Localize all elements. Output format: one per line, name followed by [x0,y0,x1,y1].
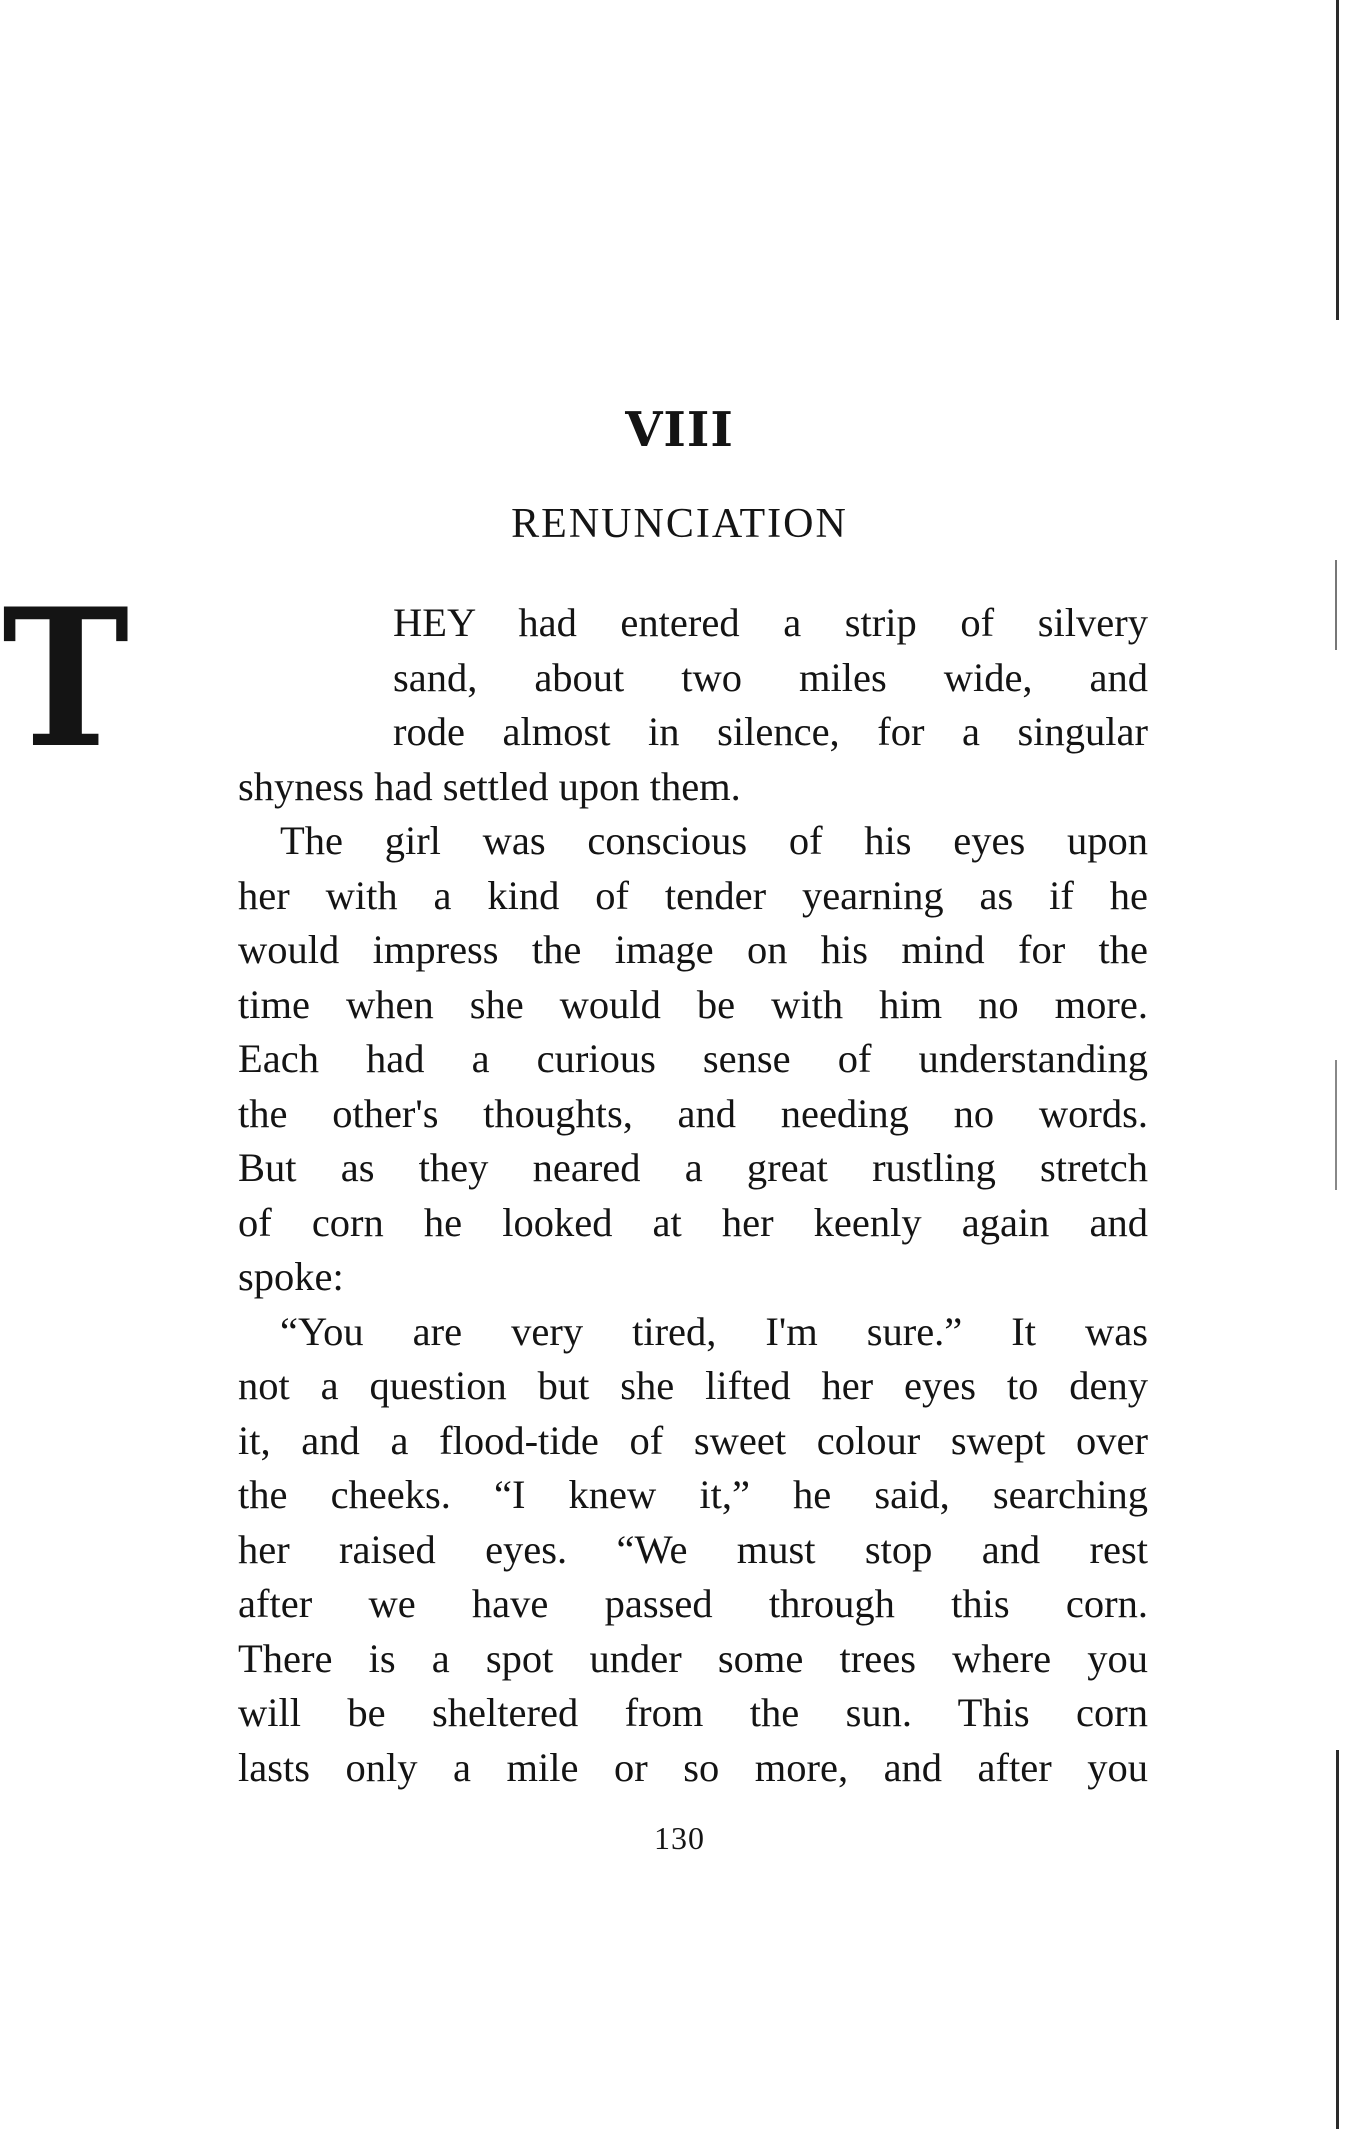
text-line: time when she would be with him no more. [238,981,1148,1027]
scan-edge-line-lower [1335,1060,1337,1190]
text-line: will be sheltered from the sun. This corn [238,1690,1148,1735]
text-line: Each had a curious sense of understanding [238,1036,1148,1081]
text-line: lasts only a mile or so more, and after you [238,1744,1148,1790]
text-line: after we have passed through this corn. [238,1581,1148,1626]
text-line: There is a spot under some trees where you [238,1635,1148,1681]
page-number: 130 [654,1820,705,1856]
text-line: her with a kind of tender yearning as if he [238,872,1148,918]
text-line: the cheeks. “I knew it,” he said, searching [238,1472,1148,1517]
body-text [238,760,1148,1796]
text-line: her raised eyes. “We must stop and rest [238,1526,1148,1572]
text-line: But as they neared a great rustling stretch [238,1145,1148,1190]
paragraph-start-line: The girl was conscious of his eyes upon [280,818,1148,863]
text-line: would impress the image on his mind for the [238,927,1148,972]
text-line: the other's thoughts, and needing no words. [238,1090,1148,1136]
text-line: it, and a flood-tide of sweet colour swept over [238,1417,1148,1463]
drop-cap: T [2,567,130,790]
chapter-title: RENUNCIATION [511,501,848,547]
text-line: shyness had settled upon them. [238,763,741,809]
text-line: HEY had entered a strip of silvery [393,600,1148,645]
drop-cap-lines [393,596,1148,760]
scan-edge-line-bottom [1336,1750,1339,2129]
text-line: not a question but she lifted her eyes to deny [238,1363,1148,1408]
text-line: of corn he looked at her keenly again and [238,1199,1148,1245]
chapter-number: VIII [625,402,734,458]
text-line: spoke: [238,1254,344,1299]
paragraph-start-line: “You are very tired, I'm sure.” It was [280,1308,1148,1354]
text-line: rode almost in silence, for a singular [393,709,1148,754]
scan-edge-line-top [1336,0,1339,320]
scan-edge-line-mid [1335,560,1337,650]
text-line: sand, about two miles wide, and [393,654,1148,700]
